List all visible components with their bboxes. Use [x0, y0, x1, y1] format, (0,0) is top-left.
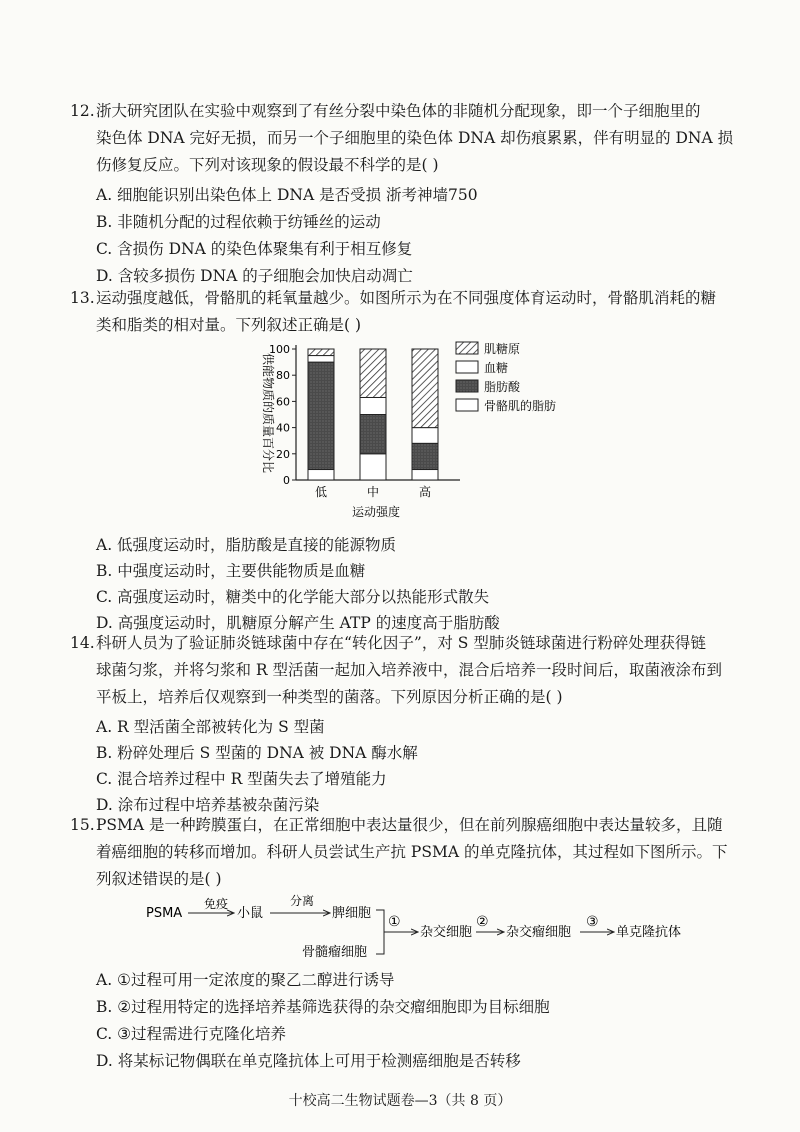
- bar-segment: [412, 428, 438, 444]
- question-number: 13.: [70, 289, 95, 307]
- step3-label: ③: [586, 914, 599, 930]
- y-tick-label: 40: [276, 421, 290, 435]
- legend-swatch: [456, 399, 478, 411]
- separate-label: 分离: [290, 894, 315, 908]
- option-d: D. 高强度运动时，肌糖原分解产生 ATP 的速度高于脂肪酸: [96, 614, 500, 632]
- question-text-line: 伤修复反应。下列对该现象的假设最不科学的是( ): [96, 156, 439, 174]
- step1-label: ①: [388, 914, 401, 930]
- bar-segment: [412, 349, 438, 428]
- antibody-label: 单克隆抗体: [616, 925, 682, 940]
- x-tick-label: 高: [418, 485, 432, 499]
- legend-label: 骨骼肌的脂肪: [484, 399, 557, 413]
- question-text-line: 球菌匀浆，并将匀浆和 R 型活菌一起加入培养液中，混合后培养一段时间后，取菌液涂布到: [96, 661, 723, 679]
- x-tick-label: 中: [366, 485, 380, 499]
- option-c: C. 混合培养过程中 R 型菌失去了增殖能力: [96, 770, 387, 788]
- option-c: C. 含损伤 DNA 的染色体聚集有利于相互修复: [96, 240, 413, 258]
- question-text-line: 科研人员为了验证肺炎链球菌中存在“转化因子”，对 S 型肺炎链球菌进行粉碎处理获得链: [96, 634, 706, 652]
- hybridoma-label: 杂交瘤细胞: [506, 925, 572, 940]
- option-d: D. 涂布过程中培养基被杂菌污染: [96, 796, 320, 814]
- energy-source-chart: [250, 336, 600, 526]
- option-b: B. 非随机分配的过程依赖于纺锤丝的运动: [96, 213, 381, 231]
- immune-label: 免疫: [204, 897, 229, 911]
- psma-label: PSMA: [146, 906, 183, 921]
- mouse-label: 小鼠: [237, 906, 264, 921]
- question-number: 15.: [70, 816, 95, 834]
- legend-label: 脂肪酸: [484, 380, 521, 394]
- option-a: A. 低强度运动时，脂肪酸是直接的能源物质: [96, 536, 397, 554]
- x-axis-label: 运动强度: [351, 505, 401, 519]
- question-text-line: 平板上，培养后仅观察到一种类型的菌落。下列原因分析正确的是( ): [96, 688, 563, 706]
- myeloma-label: 骨髓瘤细胞: [302, 945, 368, 960]
- option-c: C. ③过程需进行克隆化培养: [96, 1025, 287, 1043]
- question-text-line: 类和脂类的相对量。下列叙述正确是( ): [96, 316, 362, 334]
- option-b: B. ②过程用特定的选择培养基筛选获得的杂交瘤细胞即为目标细胞: [96, 998, 550, 1016]
- legend-swatch: [456, 361, 478, 373]
- question-text-line: 染色体 DNA 完好无损，而另一个子细胞里的染色体 DNA 却伤痕累累，伴有明显的 DNA 损: [96, 129, 734, 147]
- legend-label: 血糖: [484, 361, 509, 375]
- question-text-line: 着癌细胞的转移而增加。科研人员尝试生产抗 PSMA 的单克隆抗体，其过程如下图所示。下: [96, 843, 728, 861]
- question-15: [70, 812, 730, 893]
- option-a: A. 细胞能识别出染色体上 DNA 是否受损 浙考神墙750: [96, 186, 478, 204]
- bar-segment: [360, 349, 386, 397]
- question-text-line: PSMA 是一种跨膜蛋白，在正常细胞中表达量很少，但在前列腺癌细胞中表达量较多，且随: [96, 816, 723, 834]
- legend-label: 肌糖原: [484, 342, 521, 356]
- question-13: [70, 285, 730, 339]
- bar-segment: [308, 470, 334, 480]
- y-tick-label: 80: [276, 369, 290, 383]
- spleen-label: 脾细胞: [332, 906, 372, 921]
- question-number: 14.: [70, 634, 95, 652]
- bar-segment: [412, 470, 438, 480]
- question-text-line: 列叙述错误的是( ): [96, 870, 222, 888]
- question-number: 12.: [70, 102, 95, 120]
- option-a: A. R 型活菌全部被转化为 S 型菌: [96, 718, 325, 736]
- x-tick-label: 低: [314, 485, 328, 499]
- bar-segment: [308, 349, 334, 356]
- y-tick-label: 100: [269, 343, 290, 356]
- hybrid-cell-label: 杂交细胞: [420, 925, 473, 940]
- bar-segment: [412, 443, 438, 469]
- option-d: D. 含较多损伤 DNA 的子细胞会加快启动凋亡: [96, 267, 413, 285]
- y-tick-label: 60: [276, 395, 290, 409]
- option-b: B. 粉碎处理后 S 型菌的 DNA 被 DNA 酶水解: [96, 744, 418, 762]
- y-tick-label: 20: [276, 447, 290, 461]
- merge-bracket: [376, 910, 384, 954]
- y-axis-label: 供能物质的质量百分比: [261, 352, 275, 474]
- question-text-line: 浙大研究团队在实验中观察到了有丝分裂中染色体的非随机分配现象，即一个子细胞里的: [96, 102, 701, 120]
- legend-swatch: [456, 380, 478, 392]
- bar-segment: [360, 454, 386, 480]
- option-a: A. ①过程可用一定浓度的聚乙二醇进行诱导: [96, 971, 395, 989]
- y-tick-label: 0: [283, 474, 290, 487]
- option-c: C. 高强度运动时，糖类中的化学能大部分以热能形式散失: [96, 588, 490, 606]
- option-d: D. 将某标记物偶联在单克隆抗体上可用于检测癌细胞是否转移: [96, 1052, 521, 1070]
- bar-segment: [360, 397, 386, 414]
- bar-segment: [308, 362, 334, 469]
- legend-swatch: [456, 342, 478, 354]
- question-14: [70, 630, 730, 711]
- page-footer: 十校高二生物试题卷—3（共 8 页）: [288, 1093, 512, 1109]
- antibody-flow-diagram: [140, 890, 720, 962]
- option-b: B. 中强度运动时，主要供能物质是血糖: [96, 562, 366, 580]
- question-text-line: 运动强度越低，骨骼肌的耗氧量越少。如图所示为在不同强度体育运动时，骨骼肌消耗的糖: [96, 289, 717, 307]
- step2-label: ②: [476, 914, 489, 930]
- bar-segment: [360, 415, 386, 454]
- bar-segment: [308, 356, 334, 363]
- question-12: [70, 98, 734, 179]
